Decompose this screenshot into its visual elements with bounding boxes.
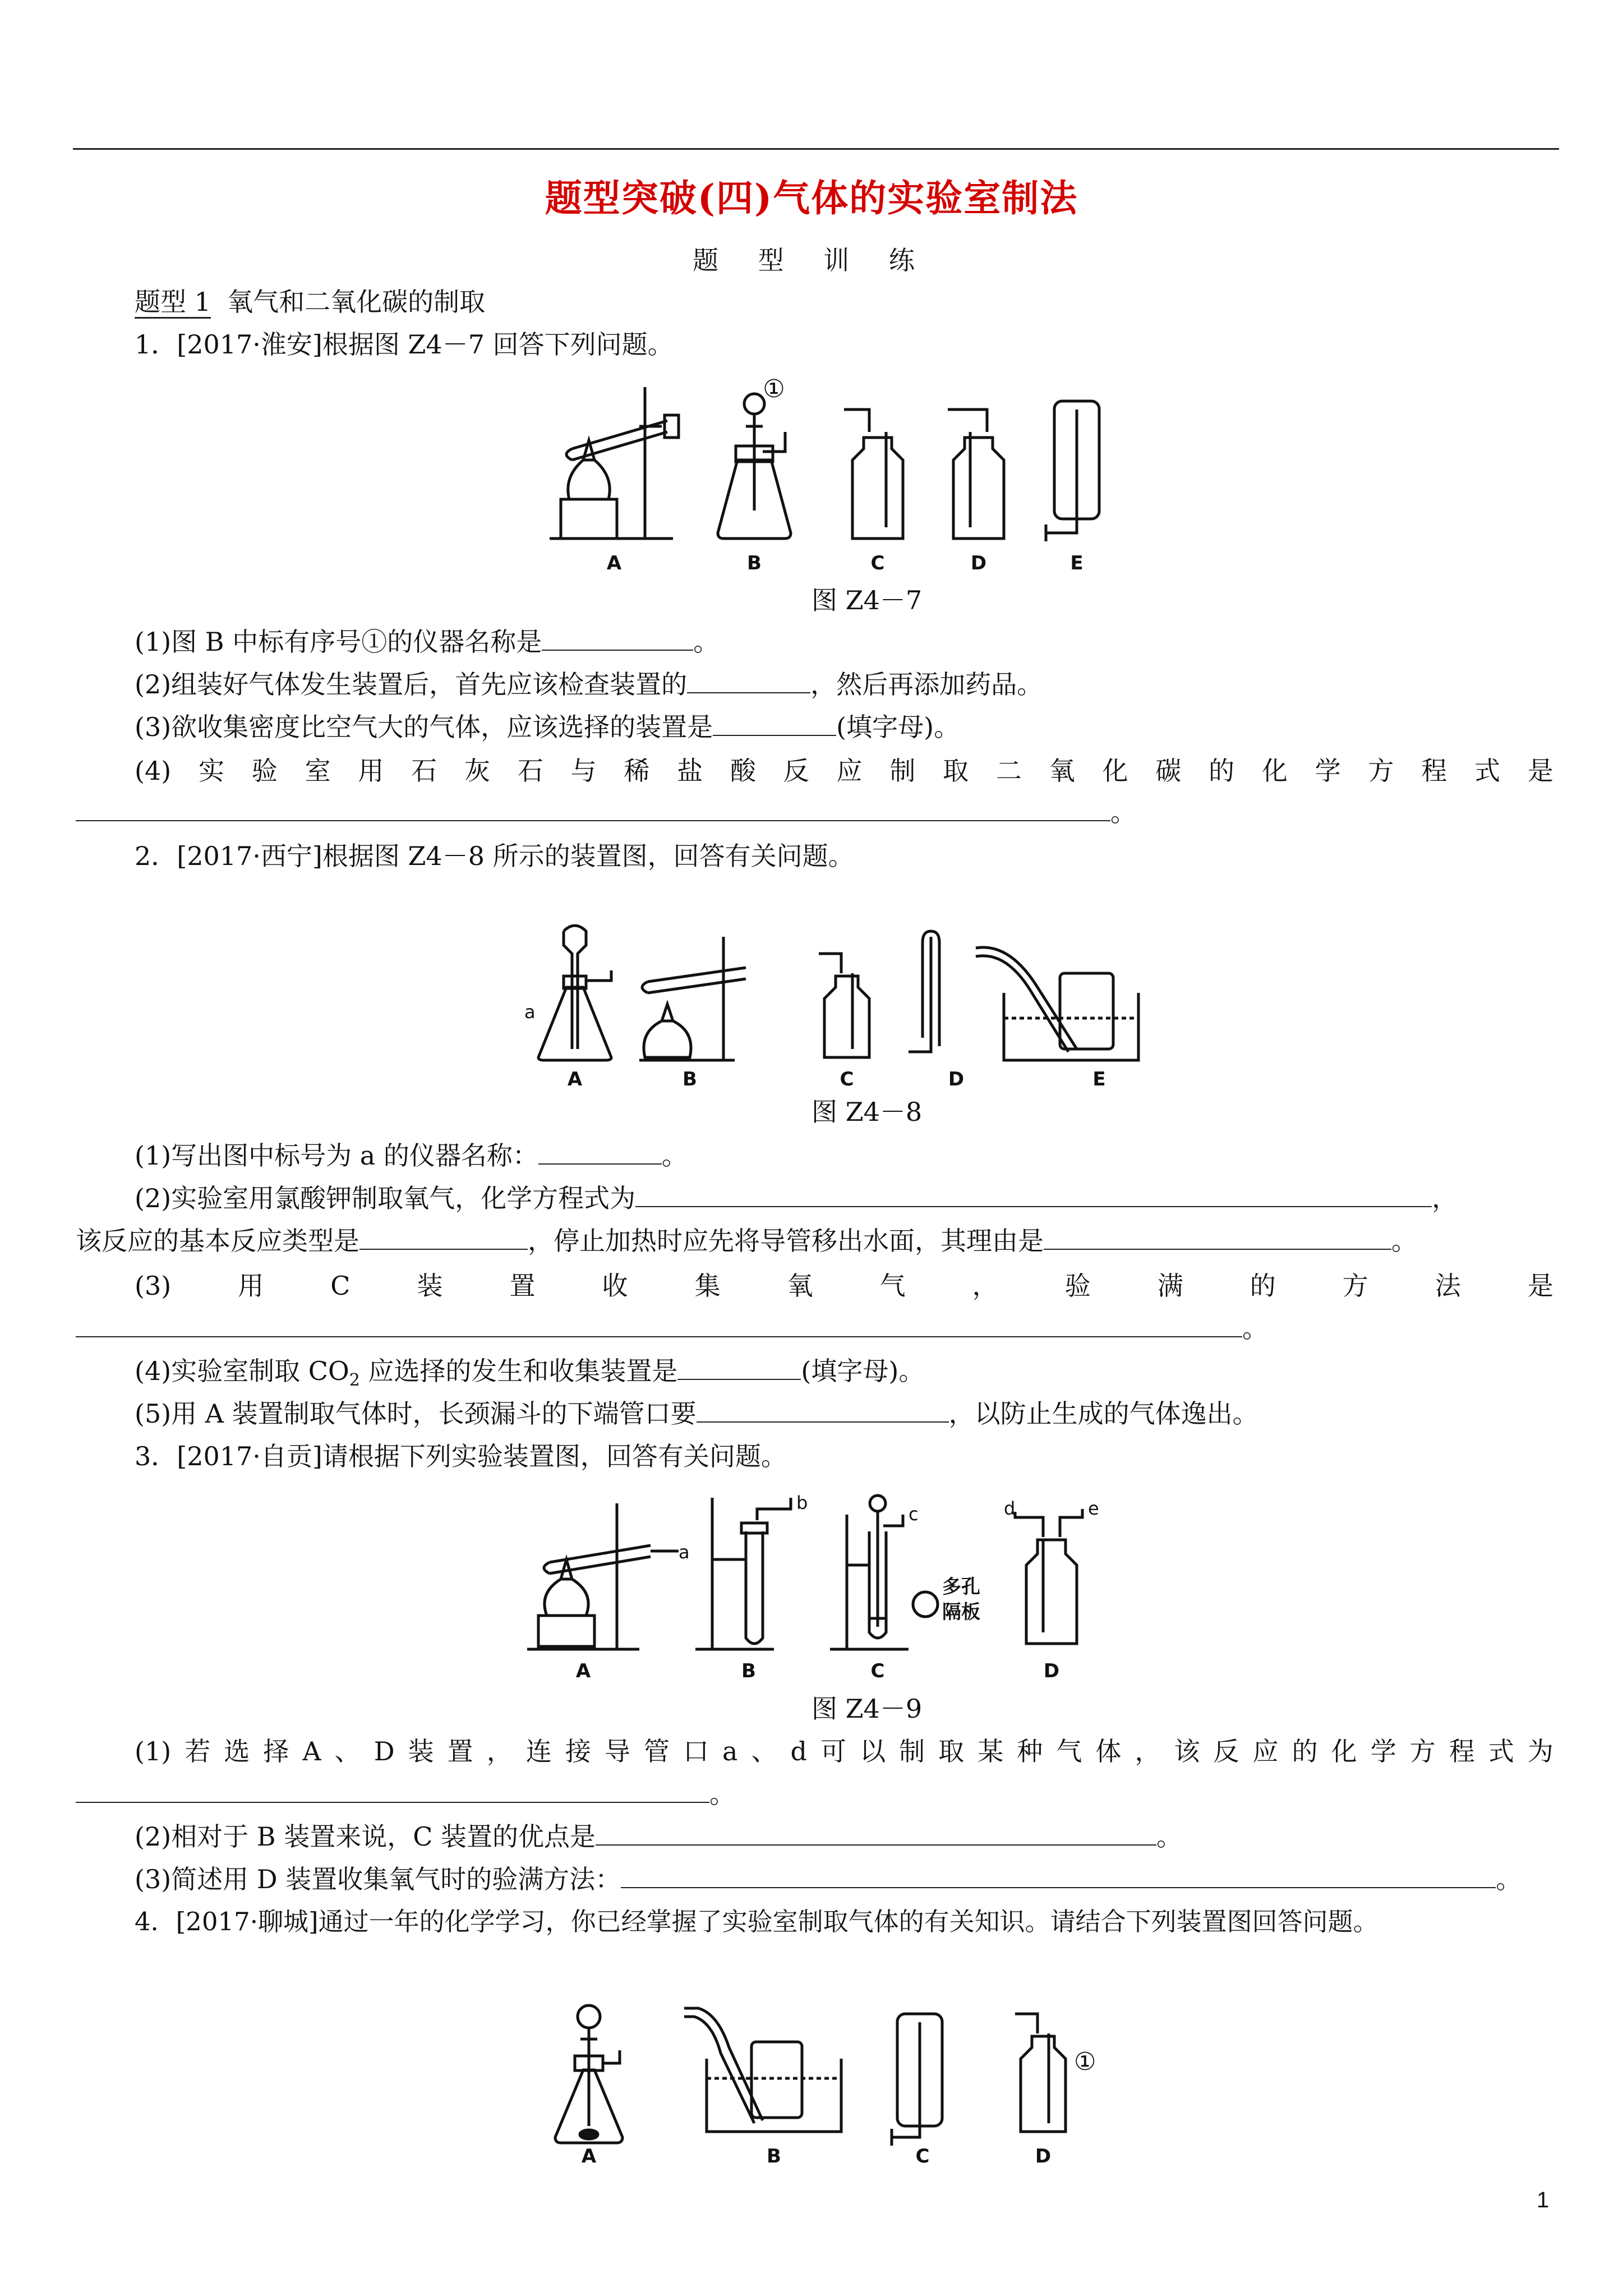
q2-sub2b-mid: ，停止加热时应先将导管移出水面，其理由是: [528, 1226, 1044, 1256]
page-subtitle: 题 型 训 练: [693, 245, 930, 275]
q2-sub4: [135, 1354, 924, 1397]
q1-sub4-word: 方: [1368, 756, 1394, 786]
q1-label-d: D: [970, 552, 987, 574]
q2-sub3-word: 集: [694, 1271, 721, 1301]
q3-apparatus-b: [695, 1498, 791, 1649]
q3-sub1-word: 为: [1527, 1736, 1553, 1766]
q3-sub1-word: 方: [1409, 1736, 1436, 1766]
q3-sub3-end: 。: [1496, 1864, 1522, 1894]
q4-figure: [550, 1997, 1166, 2165]
q2-sub2b-text: 该反应的基本反应类型是: [76, 1226, 359, 1256]
q1-apparatus-b: [718, 394, 791, 539]
q1-sub4: [135, 754, 1553, 788]
q4-apparatus-d: [1015, 2014, 1066, 2132]
q2-figure: [522, 920, 1155, 1088]
q2-sub5-blank[interactable]: [697, 1399, 949, 1423]
q3-sub1-word: A: [302, 1736, 321, 1766]
q1-sub4-word: 碳: [1155, 756, 1182, 786]
q2-stem: 2．[2017·西宁]根据图 Z4－8 所示的装置图，回答有关问题。: [135, 841, 854, 871]
q1-sub4-word: (4): [135, 756, 172, 786]
section-label: 题型 1: [135, 287, 211, 319]
q2-sub2b-end: 。: [1391, 1226, 1417, 1256]
q3-sub1-word: 反: [1213, 1736, 1239, 1766]
q3-sub1-word: 、: [751, 1736, 777, 1766]
q2-sub3-word: 氧: [787, 1271, 813, 1301]
q1-sub4-word: 的: [1209, 756, 1235, 786]
q1-sub4-answer: [76, 795, 1136, 829]
q1-sub4-word: 程: [1421, 756, 1447, 786]
q1-sub4-word: 氧: [1049, 756, 1075, 786]
q3-sub1-word: 化: [1331, 1736, 1357, 1766]
q1-sub4-word: 应: [836, 756, 863, 786]
q1-sub1-text: (1)图 B 中标有序号①的仪器名称是: [135, 627, 542, 657]
q2-sub5: [135, 1397, 1258, 1430]
q2-sub3-word: (3): [135, 1271, 172, 1301]
q1-sub3-text: (3)欲收集密度比空气大的气体，应该选择的装置是: [135, 712, 713, 742]
q1-sub1: [135, 625, 719, 659]
q2-apparatus-c: [819, 954, 869, 1057]
q1-sub4-word: 稀: [624, 756, 650, 786]
q1-sub4-word: 是: [1527, 756, 1553, 786]
q1-apparatus-a: [550, 387, 679, 539]
q3-port-e: e: [1088, 1498, 1099, 1519]
q2-sub3-word: 的: [1249, 1271, 1276, 1301]
q1-label-a: A: [606, 552, 622, 574]
q1-sub4-word: 式: [1474, 756, 1501, 786]
q1-sub3-end: (填字母)。: [836, 712, 960, 742]
q3-sub1-word: D: [374, 1736, 395, 1766]
q2-sub2-end: ，: [1432, 1183, 1458, 1213]
q3-sub1-word: ，: [486, 1736, 513, 1766]
q1-sub4-end: 。: [1110, 797, 1136, 827]
q3-sub1-word: 体: [1095, 1736, 1122, 1766]
q4-label-d: D: [1035, 2145, 1052, 2165]
q2-sub4-subscript: 2: [349, 1370, 360, 1391]
q1-sub4-word: 二: [995, 756, 1022, 786]
q2-label-e: E: [1092, 1068, 1106, 1088]
q3-sub1-word: 若: [185, 1736, 211, 1766]
q1-sub3: [135, 710, 960, 744]
q2-label-d: D: [948, 1068, 965, 1088]
q1-sub3-blank[interactable]: [713, 712, 836, 736]
q3-port-d: d: [1004, 1498, 1016, 1519]
q3-sub1-word: 连: [525, 1736, 552, 1766]
q2-apparatus-e: [976, 947, 1138, 1060]
q2-label-a: A: [567, 1068, 583, 1088]
q4-label-b: B: [767, 2145, 781, 2165]
q2-sub1-text: (1)写出图中标号为 a 的仪器名称：: [135, 1140, 538, 1171]
q1-label-c: C: [870, 552, 885, 574]
q3-sub1-word: 该: [1174, 1736, 1200, 1766]
q3-sub1-word: 择: [263, 1736, 289, 1766]
q3-sub1-word: 的: [1292, 1736, 1318, 1766]
q3-sub1-word: 、: [334, 1736, 361, 1766]
q1-apparatus-c: [844, 409, 903, 539]
q2-sub2b-blank1[interactable]: [359, 1226, 528, 1250]
q1-label-e: E: [1070, 552, 1083, 574]
q3-sub1-word: 以: [860, 1736, 886, 1766]
q3-label-a: A: [575, 1660, 591, 1682]
q3-sub1-word: 选: [224, 1736, 250, 1766]
q1-sub4-word: 化: [1102, 756, 1128, 786]
q4-apparatus-b: [684, 2008, 841, 2132]
q3-stem: 3．[2017·自贡]请根据下列实验装置图，回答有关问题。: [135, 1441, 787, 1471]
q2-sub3-word: 法: [1435, 1271, 1461, 1301]
q2-apparatus-a: [538, 926, 611, 1060]
q1-sub4-word: 酸: [730, 756, 756, 786]
q2-sub2: [135, 1181, 1458, 1215]
q1-sub2-text: (2)组装好气体发生装置后，首先应该检查装置的: [135, 669, 688, 700]
q3-sub3-blank[interactable]: [621, 1865, 1496, 1888]
q3-sub1-word: 导: [604, 1736, 630, 1766]
q1-sub4-word: 学: [1315, 756, 1341, 786]
q3-sub2: [135, 1820, 1182, 1853]
q2-sub3-word: 是: [1527, 1271, 1553, 1301]
q3-sub1-word: d: [790, 1736, 807, 1766]
q2-sub3: [135, 1269, 1553, 1303]
q3-sub1-word: 气: [1056, 1736, 1082, 1766]
q3-sub1-word: 管: [643, 1736, 670, 1766]
q1-sub4-word: 盐: [677, 756, 703, 786]
q2-sub3-word: C: [330, 1271, 351, 1301]
q3-sub1-word: 口: [683, 1736, 709, 1766]
q3-sub1-blank[interactable]: [76, 1779, 709, 1803]
q1-apparatus-d: [948, 409, 1004, 539]
q1-sub2-blank[interactable]: [687, 670, 810, 693]
q3-sub1-word: 学: [1370, 1736, 1396, 1766]
q1-sub4-word: 灰: [464, 756, 490, 786]
q1-sub4-word: 石: [411, 756, 437, 786]
q1-figure: [538, 370, 1178, 578]
q2-label-c: C: [840, 1068, 854, 1088]
q1-sub4-blank[interactable]: [76, 798, 1110, 821]
q1-sub1-blank[interactable]: [542, 627, 693, 651]
q1-stem: 1．[2017·淮安]根据图 Z4－7 回答下列问题。: [135, 329, 674, 360]
q3-label-d: D: [1043, 1660, 1060, 1682]
q2-sub3-word: ，: [972, 1271, 998, 1301]
q2-sub3-word: 满: [1157, 1271, 1183, 1301]
header-rule: [73, 148, 1559, 150]
q3-label-b: B: [741, 1660, 756, 1682]
q2-sub1: [135, 1139, 688, 1172]
q2-sub5-end: ，以防止生成的气体逸出。: [948, 1398, 1258, 1429]
q2-label-b: B: [683, 1068, 697, 1088]
page-title: 题型突破(四)气体的实验室制法: [545, 176, 1078, 220]
q3-apparatus-d: [1015, 1509, 1082, 1644]
q3-sub1-answer: [76, 1777, 735, 1811]
q3-sub1-word: 种: [1017, 1736, 1043, 1766]
q3-sub1-word: 置: [447, 1736, 473, 1766]
q1-sub4-word: 实: [198, 756, 224, 786]
q3-port-c: c: [909, 1503, 919, 1525]
q2-sub3-word: 收: [602, 1271, 628, 1301]
q3-sub2-text: (2)相对于 B 装置来说，C 装置的优点是: [135, 1821, 596, 1852]
q3-sub1-word: 取: [938, 1736, 965, 1766]
q3-sub1-end: 。: [709, 1779, 735, 1809]
q1-sub4-word: 验: [251, 756, 278, 786]
q2-sub2b: [76, 1224, 1417, 1258]
q3-sub1-word: 应: [1252, 1736, 1279, 1766]
page-number: 1: [1537, 2188, 1550, 2212]
q2-marker: a: [524, 1001, 536, 1023]
q3-sub1-word: ，: [1135, 1736, 1161, 1766]
q1-sub4-word: 与: [570, 756, 597, 786]
q1-sub1-end: 。: [693, 627, 720, 657]
q1-sub4-word: 室: [305, 756, 331, 786]
q3-sub1-word: 某: [978, 1736, 1004, 1766]
q1-sub2: [135, 668, 1043, 701]
q2-sub3-answer: [76, 1312, 1268, 1345]
q3-sub3: [135, 1862, 1521, 1896]
q2-sub3-word: 气: [879, 1271, 906, 1301]
q3-sub1-word: 接: [565, 1736, 591, 1766]
q2-sub3-word: 置: [509, 1271, 536, 1301]
q2-sub2b-blank2[interactable]: [1044, 1226, 1391, 1250]
q3-sub1-word: 可: [820, 1736, 847, 1766]
q2-apparatus-b: [639, 937, 746, 1060]
q3-sub1-word: 制: [899, 1736, 925, 1766]
q2-sub3-word: 验: [1064, 1271, 1091, 1301]
q3-sub1-word: 式: [1488, 1736, 1514, 1766]
q3-port-a: a: [679, 1542, 690, 1563]
q2-sub4-text: (4)实验室制取 CO: [135, 1356, 349, 1386]
q3-apparatus-c: [830, 1496, 938, 1649]
q4-marker: ①: [1074, 2047, 1096, 2076]
section-name: 氧气和二氧化碳的制取: [227, 287, 486, 317]
q3-apparatus-a: [527, 1503, 679, 1649]
q4-apparatus-c: [892, 2014, 942, 2146]
q3-sub1-word: 程: [1449, 1736, 1475, 1766]
q3-plate-label-1: 多孔: [942, 1576, 980, 1598]
q1-sub4-word: 取: [943, 756, 969, 786]
q4-apparatus-a: [555, 2005, 623, 2143]
q4-label-c: C: [915, 2145, 930, 2165]
q3-figure: [510, 1492, 1172, 1683]
q3-plate-label-2: 隔板: [942, 1601, 980, 1623]
q1-sub4-word: 反: [783, 756, 809, 786]
q3-sub1-word: a: [722, 1736, 738, 1766]
q2-sub2-blank[interactable]: [635, 1184, 1432, 1207]
q3-sub2-end: 。: [1156, 1821, 1183, 1852]
q2-sub3-end: 。: [1242, 1313, 1268, 1343]
q2-sub2-text: (2)实验室用氯酸钾制取氧气，化学方程式为: [135, 1183, 636, 1213]
q2-sub5-text: (5)用 A 装置制取气体时，长颈漏斗的下端管口要: [135, 1398, 697, 1429]
q1-sub4-word: 石: [517, 756, 543, 786]
q1-sub4-word: 化: [1261, 756, 1288, 786]
q3-label-c: C: [870, 1660, 885, 1682]
q3-sub2-blank[interactable]: [596, 1822, 1156, 1846]
q1-sub4-word: 制: [889, 756, 916, 786]
q1-sub2-end: ，然后再添加药品。: [810, 669, 1043, 700]
q1-apparatus-e: [1046, 401, 1099, 541]
q3-sub1-word: (1): [135, 1736, 172, 1766]
q2-sub4-mid: 应选择的发生和收集装置是: [359, 1356, 678, 1386]
q3-sub3-text: (3)简述用 D 装置收集氧气时的验满方法：: [135, 1864, 621, 1894]
q2-sub3-word: 装: [417, 1271, 443, 1301]
q1-sub4-word: 用: [358, 756, 384, 786]
q4-stem: 4．[2017·聊城]通过一年的化学学习，你已经掌握了实验室制取气体的有关知识。请结合下列装置图回答问题。: [135, 1907, 1378, 1936]
q2-sub1-blank[interactable]: [538, 1141, 662, 1165]
q3-sub1: [135, 1734, 1553, 1768]
q2-sub3-word: 用: [238, 1271, 264, 1301]
q2-sub1-end: 。: [661, 1140, 688, 1171]
q4-label-a: A: [581, 2145, 597, 2165]
q1-label-b: B: [747, 552, 762, 574]
q1-marker: ①: [763, 375, 785, 403]
q3-port-b: b: [796, 1492, 808, 1513]
q2-sub3-blank[interactable]: [76, 1314, 1242, 1337]
q3-sub1-word: 装: [408, 1736, 434, 1766]
q2-sub4-blank[interactable]: [677, 1356, 801, 1380]
section-heading: [135, 285, 485, 319]
q2-apparatus-d: [909, 931, 939, 1052]
q2-sub4-end: (填字母)。: [801, 1356, 925, 1386]
q2-sub3-word: 方: [1342, 1271, 1368, 1301]
